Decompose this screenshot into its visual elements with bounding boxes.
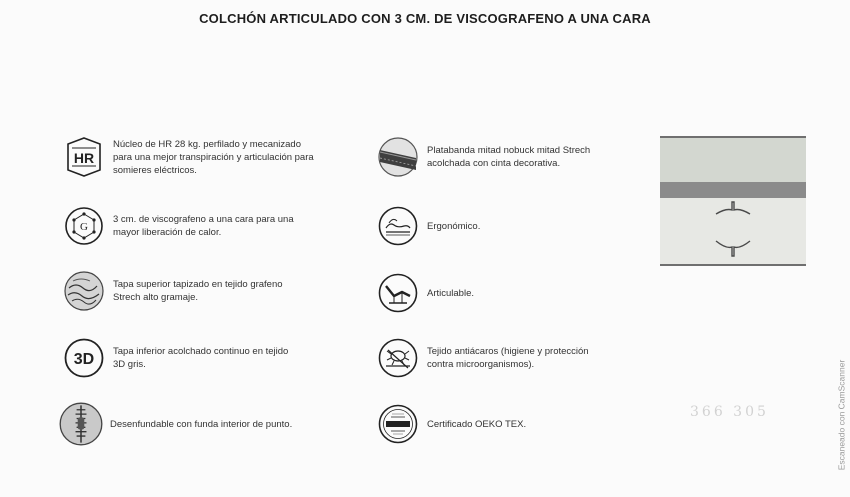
zipper-icon — [58, 401, 104, 447]
hr-icon-label: HR — [73, 150, 95, 166]
feature-text: Desenfundable con funda interior de punto. — [110, 418, 293, 430]
mattress-illustration — [660, 136, 806, 266]
page-title: COLCHÓN ARTICULADO CON 3 CM. DE VISCOGRAFENO A UNA CARA — [199, 11, 651, 26]
3d-icon — [63, 337, 105, 379]
watermark-text: Escaneado con CamScanner — [836, 359, 847, 471]
feature-anti-mite — [377, 337, 589, 379]
scanner-watermark — [835, 340, 847, 490]
ergonomic-icon — [377, 205, 419, 247]
feature-removable-cover — [58, 401, 292, 447]
feature-text: Núcleo de HR 28 kg. perfilado y mecanizado para una mejor transpiración y articulación para somieres eléctricos. — [113, 138, 314, 176]
border-fabric-icon — [377, 136, 419, 178]
fabric-icon — [63, 270, 105, 312]
graphene-icon-label: G — [80, 221, 88, 233]
dust-mite-icon — [377, 337, 419, 379]
handwritten-note: 366 305 — [690, 404, 769, 420]
feature-bottom-cover — [63, 337, 288, 379]
3d-icon-label: 3D — [73, 351, 95, 368]
feature-oeko-tex — [377, 403, 526, 445]
articulated-bed-icon — [377, 272, 419, 314]
feature-text: Articulable. — [427, 287, 474, 299]
feature-text: 3 cm. de viscografeno a una cara para una mayor liberación de calor. — [113, 214, 294, 238]
feature-top-cover — [63, 270, 283, 312]
feature-text: Tejido antiácaros (higiene y protección contra microorganismos). — [427, 346, 589, 370]
feature-ergonomic — [377, 205, 480, 247]
feature-text: Certificado OEKO TEX. — [427, 418, 527, 430]
feature-text: Platabanda mitad nobuck mitad Strech acolchada con cinta decorativa. — [427, 145, 591, 169]
feature-articulated — [377, 272, 474, 314]
feature-viscografeno — [63, 205, 294, 247]
feature-border-fabric — [377, 136, 590, 178]
hr-icon — [63, 136, 105, 178]
oeko-tex-icon — [377, 403, 419, 445]
feature-text: Tapa inferior acolchado continuo en tejido 3D gris. — [113, 346, 289, 370]
feature-hr-core — [63, 136, 314, 178]
feature-text: Ergonómico. — [427, 220, 481, 232]
feature-text: Tapa superior tapizado en tejido grafeno Strech alto gramaje. — [113, 279, 283, 303]
graphene-icon — [63, 205, 105, 247]
